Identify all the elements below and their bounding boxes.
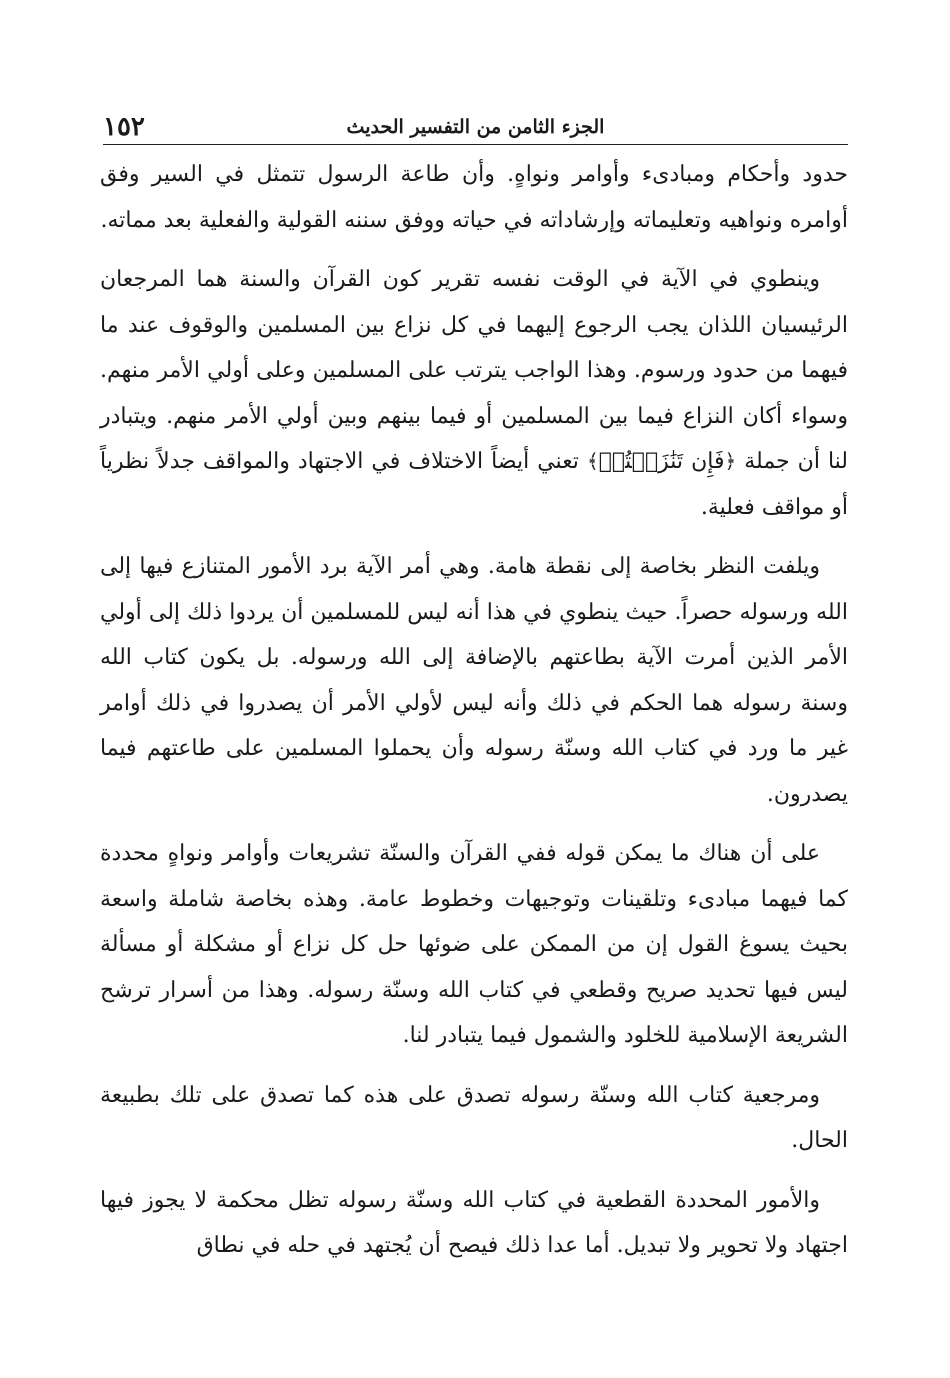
paragraph-text: وينطوي في الآية في الوقت نفسه تقرير كون القرآن والسنة هما المرجعان الرئيسيان اللذان يجب الرجوع إليهما في كل نزاع بين المسلمين والوقوف عند ما فيهما من حدود ورسوم. وهذا الواجب يترتب على المسلمين وعلى أولي الأمر منهم. وسواء أكان النزاع فيما بين المسلمين أو فيما بينهم وبين أولي الأمر منهم. ويتبادر لنا أن جملة [100,267,849,474]
paragraph: ومرجعية كتاب الله وسنّة رسوله تصدق على هذه كما تصدق على تلك بطبيعة الحال. [100,1082,848,1153]
paragraph: والأمور المحددة القطعية في كتاب الله وسنّة رسوله تظل محكمة لا يجوز فيها اجتهاد ولا تحوير ولا تبديل. أما عدا ذلك فيصح أن يُجتهد في حله في نطاق [100,1187,848,1258]
running-title: الجزء الثامن من التفسير الحديث [346,116,605,138]
paragraph [100,257,848,530]
quran-quote [587,449,736,474]
quote-text: فَإِن تَنَٰزَعۡتُمۡ [598,449,725,474]
quote-close-bracket: ﴾ [586,449,599,473]
paragraph: على أن هناك ما يمكن قوله ففي القرآن والسنّة تشريعات وأوامر ونواهٍ محددة كما فيهما مبادىء وتلقينات وتوجيهات وخطوط عامة. وهذه بخاصة شاملة واسعة بحيث يسوغ القول إن من الممكن على ضوئها حل كل نزاع أو مشكلة أو مسألة ليس فيها تحديد صريح وقطعي في كتاب الله وسنّة رسوله. وهذا من أسرار ترشح الشريعة الإسلامية للخلود والشمول فيما يتبادر لنا. [100,841,848,1048]
page-header [103,108,848,145]
paragraph: حدود وأحكام ومبادىء وأوامر ونواهٍ. وأن طاعة الرسول تتمثل في السير وفق أوامره ونواهيه وتعليماته وإرشاداته في حياته ووفق سننه القولية والفعلية بعد مماته. [100,162,848,233]
quote-open-bracket: ﴿ [724,449,737,473]
paragraph-text: تعني أيضاً الاختلاف في الاجتهاد والمواقف جدلاً نظرياً أو مواقف فعلية. [100,449,848,520]
body-text [100,152,848,1283]
paragraph: ويلفت النظر بخاصة إلى نقطة هامة. وهي أمر الآية برد الأمور المتنازع فيها إلى الله ورسوله حصراً. حيث ينطوي في هذا أنه ليس للمسلمين أن يردوا ذلك إلى أولي الأمر الذين أمرت الآية بطاعتهم بالإضافة إلى الله ورسوله. بل يكون كتاب الله وسنة رسوله هما الحكم في ذلك وأنه ليس لأولي الأمر أن يصدروا في ذلك أوامر غير ما ورد في كتاب الله وسنّة رسوله وأن يحملوا المسلمين على طاعتهم فيما يصدرون. [100,554,848,807]
page-number: ١٥٢ [103,112,145,142]
